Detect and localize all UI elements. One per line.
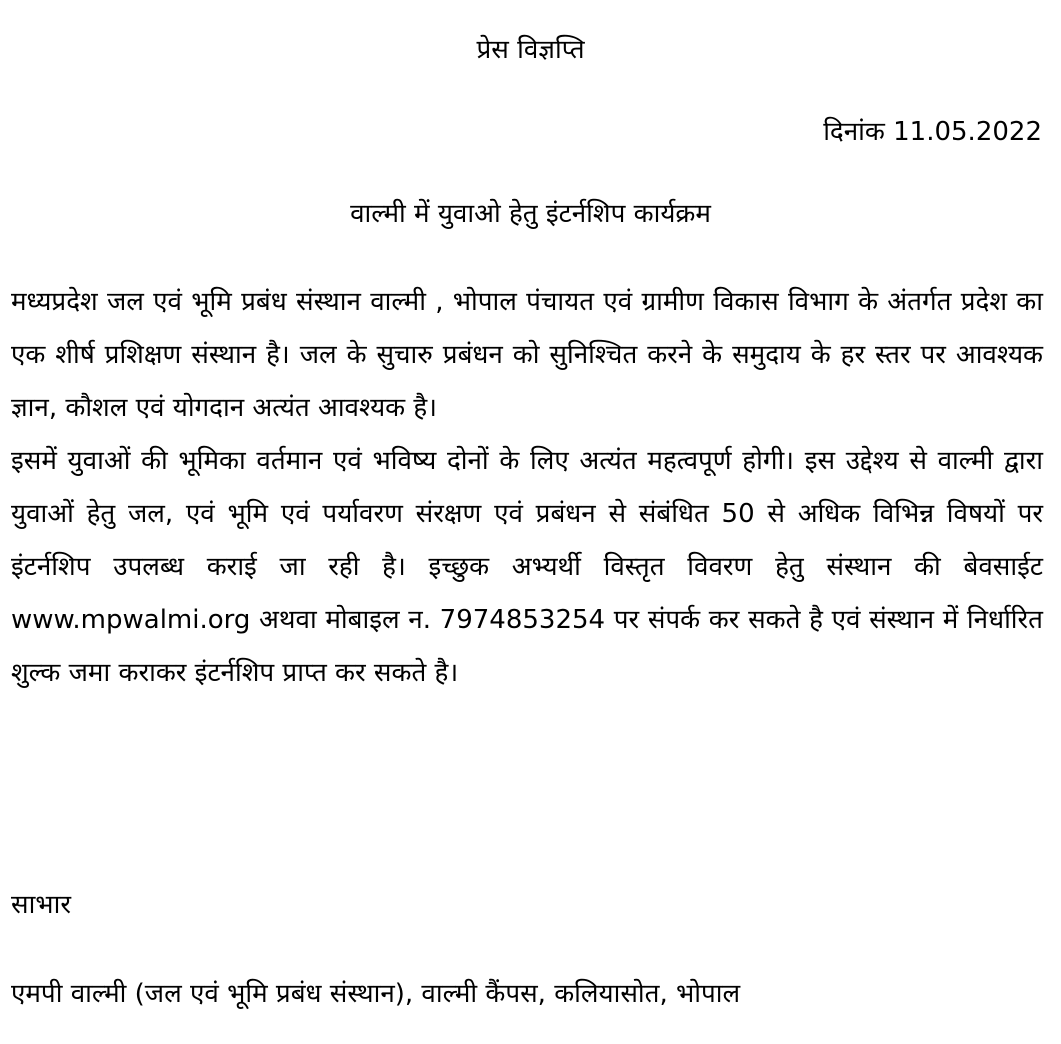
- document-headline: वाल्मी में युवाओ हेतु इंटर्नशिप कार्यक्रम: [350, 199, 711, 229]
- body-paragraph-2: इसमें युवाओं की भूमिका वर्तमान एवं भविष्य दोनों के लिए अत्यंत महत्वपूर्ण होगी। इस उद्देश्य से वाल्मी द्वारा युवाओं हेतु जल, एवं भूमि एवं पर्यावरण संरक्षण एवं प्रबंधन से संबंधित 50 से अधिक विभिन्न विषयों पर इंटर्नशिप उपलब्ध कराई जा रही है। इच्छुक अभ्यर्थी विस्तृत विवरण हेतु संस्थान की बेवसाईट www.mpwalmi.org अथवा मोबाइल न. 7974853254 पर संपर्क कर सकते है एवं संस्थान में निर्धारित शुल्क जमा कराकर इंटर्नशिप प्राप्त कर सकते है।: [11, 446, 1043, 688]
- body-paragraph-1: मध्यप्रदेश जल एवं भूमि प्रबंध संस्थान वाल्मी , भोपाल पंचायत एवं ग्रामीण विकास विभाग के अंतर्गत प्रदेश का एक शीर्ष प्रशिक्षण संस्थान है। जल के सुचारु प्रबंधन को सुनिश्चित करने के समुदाय के हर स्तर पर आवश्यक ज्ञान, कौशल एवं योगदान अत्यंत आवश्यक है।: [11, 287, 1043, 423]
- sender-address: एमपी वाल्मी (जल एवं भूमि प्रबंध संस्थान), वाल्मी कैंपस, कलियासोत, भोपाल: [11, 979, 741, 1009]
- document-date: दिनांक 11.05.2022: [823, 117, 1042, 147]
- document-title: प्रेस विज्ञप्ति: [476, 35, 585, 65]
- document-body: [11, 276, 1043, 700]
- closing-text: साभार: [11, 890, 71, 920]
